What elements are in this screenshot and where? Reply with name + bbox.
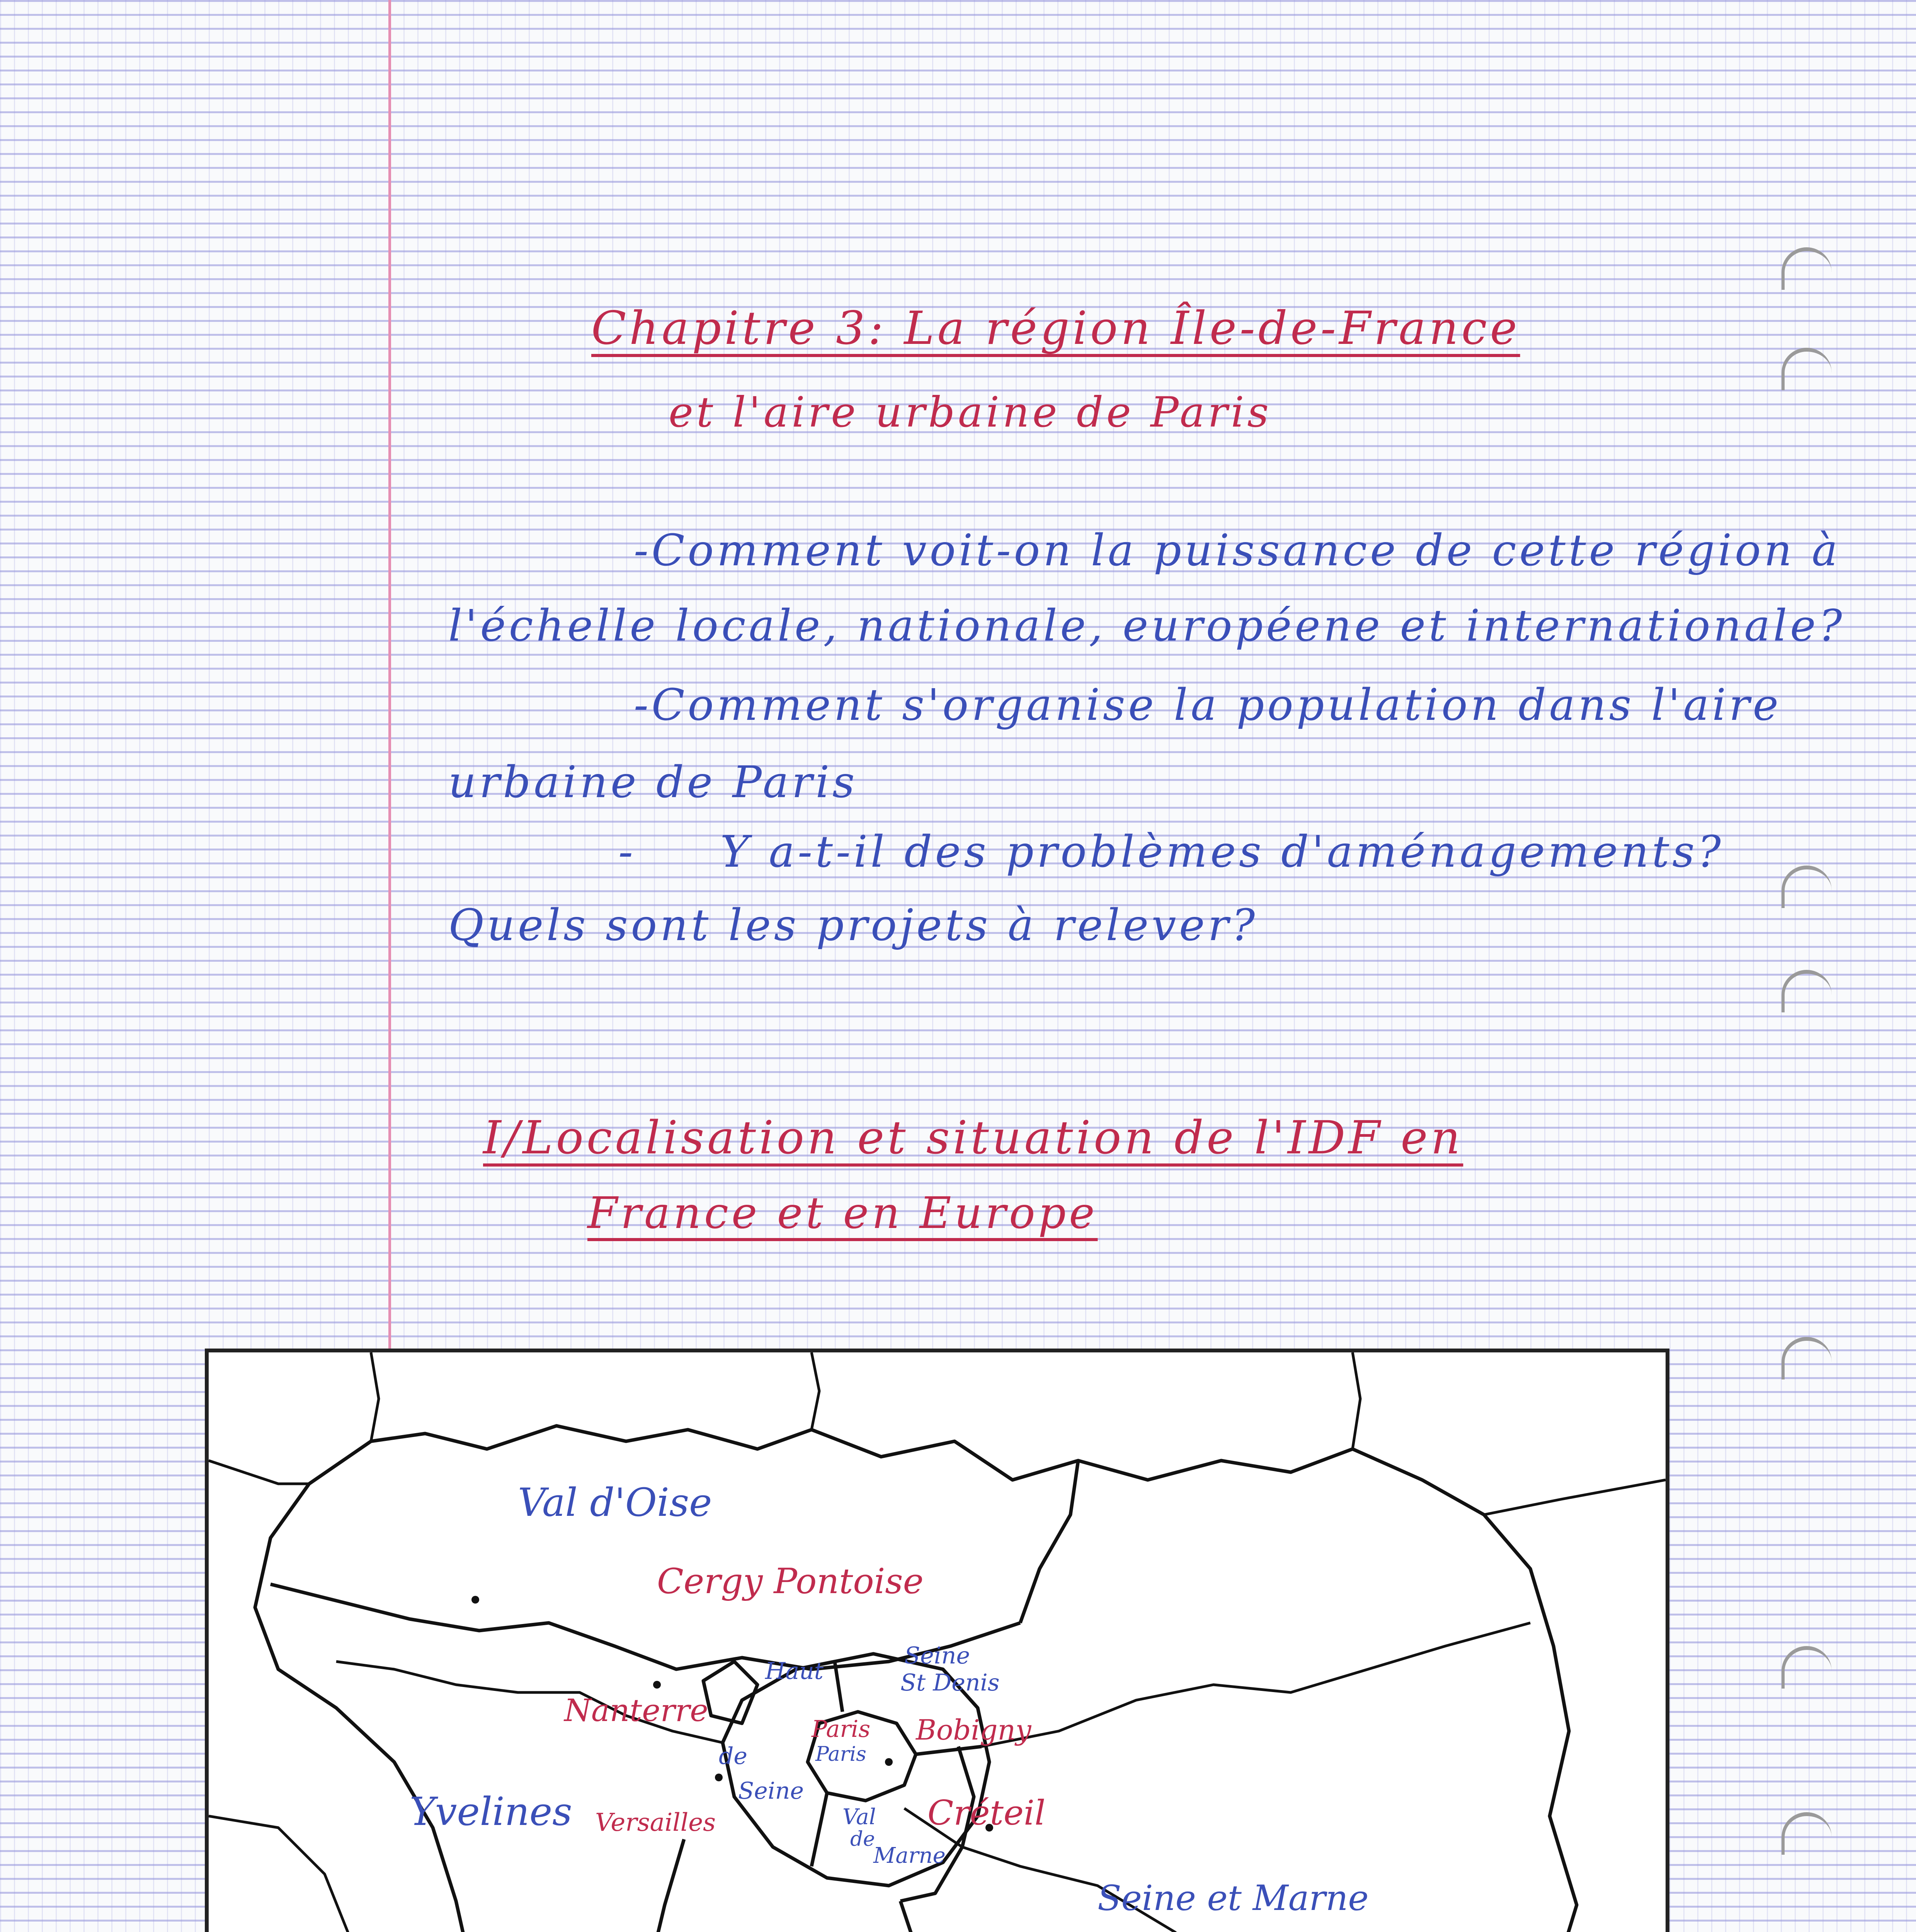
outer-border <box>371 1352 379 1441</box>
label-val-doise: Val d'Oise <box>518 1480 712 1525</box>
label-val-de-marne: Marne <box>873 1843 946 1868</box>
binder-hole <box>1782 1337 1832 1379</box>
section-heading-line2 <box>587 1188 1098 1238</box>
question-line: -Comment voit-on la puissance de cette région à <box>634 526 1841 576</box>
city-dot <box>715 1774 723 1781</box>
question-line: - Y a-t-il des problèmes d'aménagements? <box>618 827 1724 877</box>
question-line: urbaine de Paris <box>448 757 858 808</box>
outer-border <box>1484 1480 1666 1515</box>
section-heading-text: France et en Europe <box>587 1188 1098 1238</box>
label-seine-et-marne: Seine et Marne <box>1098 1878 1369 1918</box>
chapter-title-line2: et l'aire urbaine de Paris <box>669 388 1272 437</box>
label-cergy-pontoise: Cergy Pontoise <box>657 1561 924 1602</box>
binder-hole <box>1782 247 1832 290</box>
label-versailles: Versailles <box>595 1808 716 1837</box>
question-line: l'échelle locale, nationale, européene et internationale? <box>448 601 1845 651</box>
department-border <box>839 1901 924 1932</box>
label-seine-st-denis: St Denis <box>900 1669 1000 1696</box>
binder-hole <box>1782 1812 1832 1855</box>
river-marne <box>982 1623 1530 1747</box>
department-border <box>916 1747 982 1754</box>
label-paris: Paris <box>815 1743 866 1766</box>
label-hauts-de-seine: Haut <box>765 1658 824 1685</box>
question-line: -Comment s'organise la population dans l'aire <box>634 680 1782 730</box>
section-heading-line1 <box>483 1111 1463 1164</box>
outer-border <box>1353 1352 1360 1449</box>
department-border <box>812 1793 827 1866</box>
label-seine-st-denis: Seine <box>904 1642 970 1669</box>
binder-hole <box>1782 348 1832 390</box>
department-border <box>703 1662 757 1723</box>
label-bobigny: Bobigny <box>916 1714 1031 1746</box>
binder-hole <box>1782 970 1832 1012</box>
city-dot <box>471 1596 479 1604</box>
binder-hole <box>1782 866 1832 908</box>
outer-border <box>209 1816 410 1932</box>
binder-hole <box>1782 1646 1832 1689</box>
label-paris: Paris <box>812 1716 871 1743</box>
city-dot <box>885 1758 893 1766</box>
label-val-de-marne: Val <box>842 1804 876 1830</box>
chapter-title-text: Chapitre 3: La région Île-de-France <box>591 301 1520 355</box>
department-border <box>835 1662 842 1712</box>
question-line: Quels sont les projets à relever? <box>448 900 1258 951</box>
department-border <box>1020 1461 1078 1623</box>
label-hauts-de-seine: Seine <box>738 1777 804 1804</box>
label-val-de-marne: de <box>850 1828 875 1851</box>
department-border <box>595 1839 684 1932</box>
label-hauts-de-seine: de <box>719 1743 747 1770</box>
label-yvelines: Yvelines <box>410 1789 572 1834</box>
label-nanterre: Nanterre <box>564 1692 708 1728</box>
city-dot <box>653 1681 661 1689</box>
outer-border <box>209 1461 309 1484</box>
idf-map <box>205 1349 1669 1932</box>
outer-border <box>812 1352 819 1430</box>
chapter-title-line1 <box>591 301 1520 355</box>
label-creteil: Créteil <box>927 1793 1046 1833</box>
section-heading-text: I/Localisation et situation de l'IDF en <box>483 1111 1463 1164</box>
